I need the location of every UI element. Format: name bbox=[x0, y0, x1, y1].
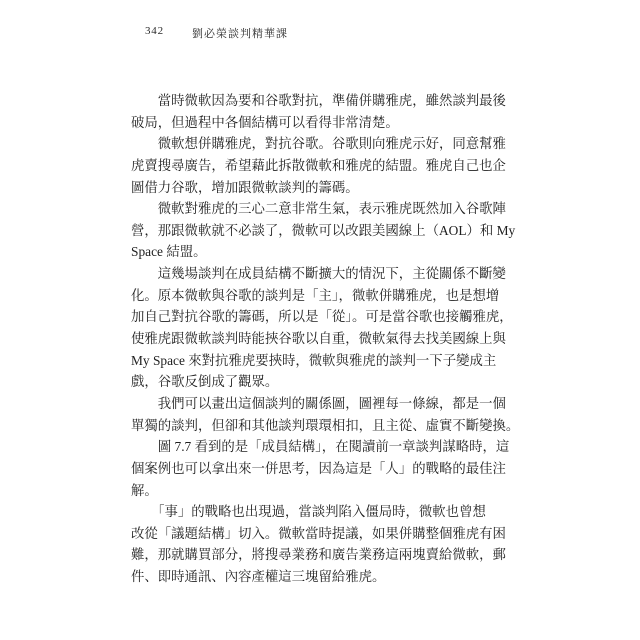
text-line: Space 結盟。 bbox=[131, 244, 207, 260]
text-line: 化。原本微軟與谷歌的談判是「主」，微軟併購雅虎，也是想增 bbox=[131, 287, 500, 303]
text-line: 我們可以畫出這個談判的關係圖，圖裡每一條線，都是一個 bbox=[131, 395, 506, 411]
text-line: 加自己對抗谷歌的籌碼，所以是「從」。可是當谷歌也接觸雅虎， bbox=[131, 309, 513, 325]
text-line: 使雅虎跟微軟談判時能挾谷歌以自重，微軟氣得去找美國線上與 bbox=[131, 331, 506, 347]
text-line: 戲，谷歌反倒成了觀眾。 bbox=[131, 374, 279, 390]
page-number: 342 bbox=[145, 25, 164, 37]
text-line: 虎賣搜尋廣告，希望藉此拆散微軟和雅虎的結盟。雅虎自己也企 bbox=[131, 157, 506, 173]
text-line: 單獨的談判，但卻和其他談判環環相扣，且主從、虛實不斷變換。 bbox=[131, 417, 520, 433]
text-line: 破局，但過程中各個結構可以看得非常清楚。 bbox=[131, 114, 399, 130]
text-line: 微軟對雅虎的三心二意非常生氣，表示雅虎既然加入谷歌陣 bbox=[131, 201, 506, 217]
text-line: My Space 來對抗雅虎要挾時，微軟與雅虎的談判一下子變成主 bbox=[131, 352, 497, 368]
running-head bbox=[0, 25, 640, 39]
text-line: 微軟想併購雅虎，對抗谷歌。谷歌則向雅虎示好，同意幫雅 bbox=[131, 136, 506, 152]
text-line: 個案例也可以拿出來一併思考，因為這是「人」的戰略的最佳注 bbox=[131, 460, 506, 476]
text-line: 件、即時通訊、內容產權這三塊留給雅虎。 bbox=[131, 569, 386, 585]
text-line: 圖 7.7 看到的是「成員結構」，在閱讀前一章談判謀略時，這 bbox=[131, 439, 510, 455]
page-body bbox=[131, 90, 523, 588]
text-line: 改從「議題結構」切入。微軟當時提議，如果併購整個雅虎有困 bbox=[131, 525, 506, 541]
text-line: 營，那跟微軟就不必談了，微軟可以改跟美國線上（AOL）和 My bbox=[131, 222, 516, 238]
text-line: 當時微軟因為要和谷歌對抗，準備併購雅虎，雖然談判最後 bbox=[131, 93, 506, 108]
book-title: 劉必榮談判精華課 bbox=[192, 28, 288, 40]
text-line: 「事」的戰略也出現過，當談判陷入僵局時，微軟也曾想 bbox=[131, 504, 486, 520]
text-line: 解。 bbox=[131, 482, 158, 498]
text-line: 難，那就購買部分，將搜尋業務和廣告業務這兩塊賣給微軟，郵 bbox=[131, 547, 506, 563]
text-line: 圖借力谷歌，增加跟微軟談判的籌碼。 bbox=[131, 179, 359, 195]
text-line: 這幾場談判在成員結構不斷擴大的情況下，主從關係不斷變 bbox=[131, 266, 506, 282]
